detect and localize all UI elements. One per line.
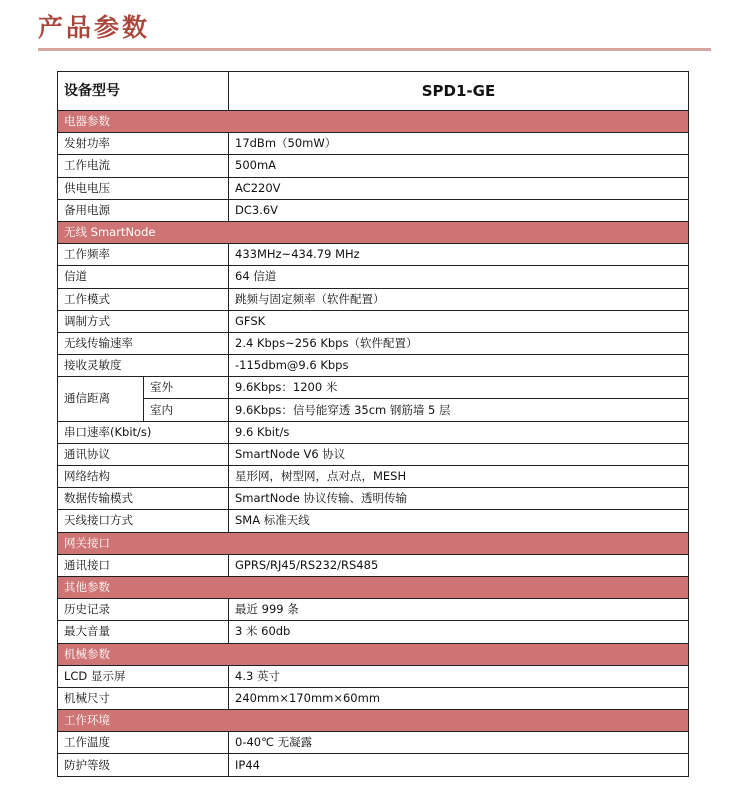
table-row — [58, 199, 689, 221]
row-value: 500mA — [229, 155, 689, 177]
row-value: 17dBm（50mW） — [229, 133, 689, 155]
row-value: 跳频与固定频率（软件配置） — [229, 288, 689, 310]
table-row — [58, 443, 689, 465]
row-label: 串口速率(Kbit/s) — [58, 421, 229, 443]
table-row — [58, 754, 689, 776]
spec-table — [57, 71, 689, 777]
row-value: 星形网，树型网，点对点，MESH — [229, 466, 689, 488]
row-label: 天线接口方式 — [58, 510, 229, 532]
page-title: 产品参数 — [38, 13, 151, 42]
row-value: IP44 — [229, 754, 689, 776]
row-value: 9.6Kbps：1200 米 — [229, 377, 689, 399]
row-value: SmartNode 协议传输、透明传输 — [229, 488, 689, 510]
row-label: 调制方式 — [58, 310, 229, 332]
row-label: 机械尺寸 — [58, 687, 229, 709]
section-header — [58, 532, 689, 554]
row-value: -115dbm@9.6 Kbps — [229, 355, 689, 377]
table-row — [58, 599, 689, 621]
table-row — [58, 466, 689, 488]
row-label: 数据传输模式 — [58, 488, 229, 510]
row-value: 3 米 60db — [229, 621, 689, 643]
table-row — [58, 554, 689, 576]
row-label: 通信距离 — [58, 377, 144, 421]
table-row — [58, 155, 689, 177]
row-label: 防护等级 — [58, 754, 229, 776]
table-row — [58, 488, 689, 510]
table-row — [58, 177, 689, 199]
section-header — [58, 643, 689, 665]
section-title: 机械参数 — [58, 643, 689, 665]
table-row — [58, 665, 689, 687]
row-label: 历史记录 — [58, 599, 229, 621]
row-value: SMA 标准天线 — [229, 510, 689, 532]
row-label: 通讯协议 — [58, 443, 229, 465]
row-label: 工作温度 — [58, 732, 229, 754]
section-header — [58, 710, 689, 732]
row-value: 9.6 Kbit/s — [229, 421, 689, 443]
row-value: 9.6Kbps：信号能穿透 35cm 钢筋墙 5 层 — [229, 399, 689, 421]
row-value: 最近 999 条 — [229, 599, 689, 621]
row-value: 433MHz~434.79 MHz — [229, 244, 689, 266]
table-row — [58, 687, 689, 709]
row-value: SmartNode V6 协议 — [229, 443, 689, 465]
section-header — [58, 221, 689, 243]
row-value: 240mm×170mm×60mm — [229, 687, 689, 709]
table-row — [58, 244, 689, 266]
section-header — [58, 111, 689, 133]
row-value: GPRS/RJ45/RS232/RS485 — [229, 554, 689, 576]
table-row — [58, 399, 689, 421]
sub-row-label: 室外 — [144, 377, 229, 399]
section-title: 电器参数 — [58, 111, 689, 133]
row-label: 发射功率 — [58, 133, 229, 155]
row-label: 供电电压 — [58, 177, 229, 199]
table-row — [58, 355, 689, 377]
row-label: LCD 显示屏 — [58, 665, 229, 687]
row-label: 工作频率 — [58, 244, 229, 266]
model-row — [58, 72, 689, 111]
row-label: 无线传输速率 — [58, 332, 229, 354]
table-row — [58, 510, 689, 532]
row-label: 通讯接口 — [58, 554, 229, 576]
row-value: 2.4 Kbps~256 Kbps（软件配置） — [229, 332, 689, 354]
row-value: AC220V — [229, 177, 689, 199]
table-row — [58, 310, 689, 332]
model-value: SPD1-GE — [229, 72, 689, 111]
row-value: DC3.6V — [229, 199, 689, 221]
row-value: GFSK — [229, 310, 689, 332]
section-title: 工作环境 — [58, 710, 689, 732]
table-row — [58, 732, 689, 754]
section-header — [58, 576, 689, 598]
table-row — [58, 266, 689, 288]
row-label: 网络结构 — [58, 466, 229, 488]
table-row — [58, 421, 689, 443]
table-row — [58, 332, 689, 354]
section-title: 网关接口 — [58, 532, 689, 554]
table-row — [58, 377, 689, 399]
row-label: 工作模式 — [58, 288, 229, 310]
sub-row-label: 室内 — [144, 399, 229, 421]
row-value: 64 信道 — [229, 266, 689, 288]
row-value: 4.3 英寸 — [229, 665, 689, 687]
row-label: 备用电源 — [58, 199, 229, 221]
title-divider — [38, 48, 711, 51]
table-row — [58, 621, 689, 643]
row-label: 最大音量 — [58, 621, 229, 643]
row-label: 信道 — [58, 266, 229, 288]
row-value: 0-40℃ 无凝露 — [229, 732, 689, 754]
table-row — [58, 288, 689, 310]
row-label: 工作电流 — [58, 155, 229, 177]
section-title: 其他参数 — [58, 576, 689, 598]
table-row — [58, 133, 689, 155]
section-title: 无线 SmartNode — [58, 221, 689, 243]
model-label: 设备型号 — [58, 72, 229, 111]
row-label: 接收灵敏度 — [58, 355, 229, 377]
